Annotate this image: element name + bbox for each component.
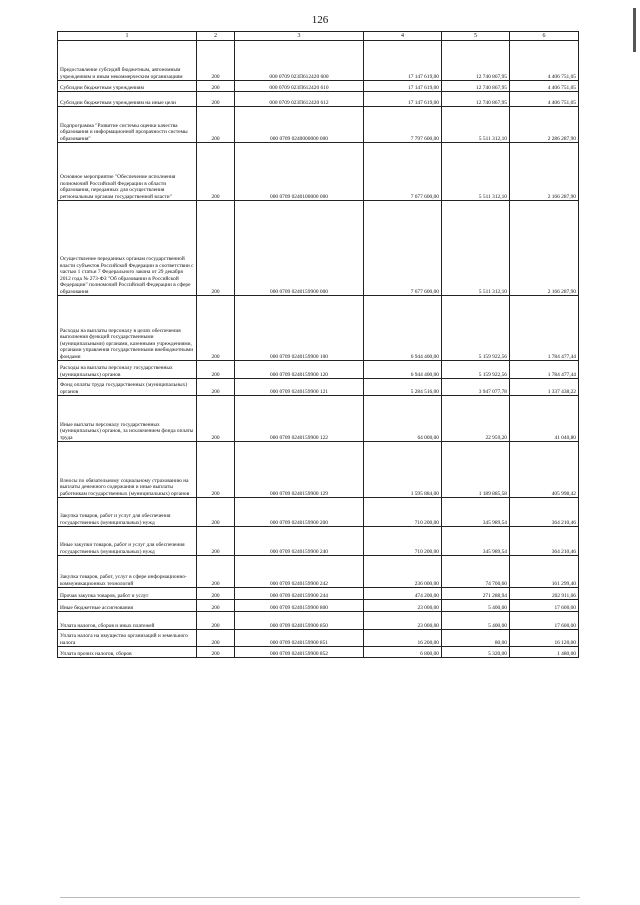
row-approved-amount: 474 200,00 [364, 588, 442, 600]
row-code: 200 [197, 361, 235, 379]
row-executed-amount: 22 959,20 [442, 396, 510, 442]
row-approved-amount: 710 200,00 [364, 527, 442, 556]
row-approved-amount: 17 147 619,00 [364, 41, 442, 81]
row-executed-amount: 5 159 922,56 [442, 296, 510, 361]
row-executed-amount: 74 700,60 [442, 556, 510, 588]
row-executed-amount: 5 400,00 [442, 612, 510, 630]
column-header: 4 [364, 32, 442, 41]
row-classification-code: 000 0709 0240159900 800 [235, 600, 364, 612]
row-executed-amount: 5 320,00 [442, 647, 510, 658]
row-executed-amount: 80,00 [442, 630, 510, 647]
row-name: Расходы на выплаты персоналу государственных (муниципальных) органов [58, 361, 197, 379]
table-row [58, 361, 579, 379]
table-row [58, 612, 579, 630]
row-executed-amount: 5 511 312,10 [442, 201, 510, 296]
row-classification-code: 000 0709 023П612420 600 [235, 41, 364, 81]
row-unexecuted-amount: 41 040,80 [510, 396, 579, 442]
row-classification-code: 000 0709 0240159900 100 [235, 296, 364, 361]
row-approved-amount: 710 200,00 [364, 498, 442, 527]
row-approved-amount: 7 677 600,00 [364, 201, 442, 296]
table-row [58, 379, 579, 396]
row-approved-amount: 5 284 516,00 [364, 379, 442, 396]
row-name: Уплата прочих налогов, сборов [58, 647, 197, 658]
row-name: Иные закупки товаров, работ и услуг для обеспечения государственных (муниципальных) нужд [58, 527, 197, 556]
table-row [58, 296, 579, 361]
row-unexecuted-amount: 1 784 477,44 [510, 361, 579, 379]
row-unexecuted-amount: 17 600,00 [510, 600, 579, 612]
row-code: 200 [197, 396, 235, 442]
table-row [58, 630, 579, 647]
table-row [58, 647, 579, 658]
row-name: Взносы по обязательному социальному страхованию на выплаты денежного содержания и иные выплаты работникам государственных (муниципальных) органов [58, 442, 197, 498]
scan-bottom-mark [60, 897, 580, 898]
row-name: Фонд оплаты труда государственных (муниципальных) органов [58, 379, 197, 396]
row-unexecuted-amount: 4 406 751,05 [510, 81, 579, 92]
row-code: 200 [197, 588, 235, 600]
row-unexecuted-amount: 161 299,40 [510, 556, 579, 588]
row-unexecuted-amount: 1 784 477,44 [510, 296, 579, 361]
row-name: Иные выплаты персоналу государственных (муниципальных) органов, за исключением фонда оплаты труда [58, 396, 197, 442]
row-approved-amount: 17 147 619,00 [364, 81, 442, 92]
row-executed-amount: 12 740 867,95 [442, 81, 510, 92]
row-classification-code: 000 0709 023П612420 612 [235, 92, 364, 107]
row-approved-amount: 7 797 600,00 [364, 107, 442, 143]
row-code: 200 [197, 498, 235, 527]
row-unexecuted-amount: 16 120,00 [510, 630, 579, 647]
row-classification-code: 000 0709 0240159900 242 [235, 556, 364, 588]
column-header: 6 [510, 32, 579, 41]
row-name: Закупка товаров, работ, услуг в сфере информационно-коммуникационных технологий [58, 556, 197, 588]
row-code: 200 [197, 612, 235, 630]
row-classification-code: 000 0709 0240159900 000 [235, 201, 364, 296]
row-code: 200 [197, 527, 235, 556]
column-number-row [58, 32, 579, 41]
row-code: 200 [197, 630, 235, 647]
row-classification-code: 000 0709 023П612420 610 [235, 81, 364, 92]
row-unexecuted-amount: 17 600,00 [510, 612, 579, 630]
table-row [58, 92, 579, 107]
row-name: Прочая закупка товаров, работ и услуг [58, 588, 197, 600]
table-row [58, 107, 579, 143]
row-name: Уплата налогов, сборов и иных платежей [58, 612, 197, 630]
table-row [58, 396, 579, 442]
row-classification-code: 000 0709 0240100000 000 [235, 143, 364, 201]
row-approved-amount: 23 000,00 [364, 612, 442, 630]
row-classification-code: 000 0709 0240159900 850 [235, 612, 364, 630]
row-name: Осуществление переданных органам государственной власти субъектов Российской Федерации в соответствии с частью 1 статьи 7 Федерального закона от 29 декабря 2012 года № 273-ФЗ "Об образовании в Российской Федерации" полномочий Российской Федерации в сфере образования [58, 201, 197, 296]
row-unexecuted-amount: 2 286 287,90 [510, 107, 579, 143]
table-row [58, 527, 579, 556]
column-header: 1 [58, 32, 197, 41]
row-executed-amount: 12 740 867,95 [442, 92, 510, 107]
row-classification-code: 000 0709 0240159900 121 [235, 379, 364, 396]
row-code: 200 [197, 107, 235, 143]
row-approved-amount: 1 595 884,00 [364, 442, 442, 498]
row-approved-amount: 6 944 400,00 [364, 361, 442, 379]
row-classification-code: 000 0709 0240159900 200 [235, 498, 364, 527]
budget-execution-table [57, 31, 579, 658]
row-executed-amount: 271 288,94 [442, 588, 510, 600]
row-executed-amount: 5 400,00 [442, 600, 510, 612]
table-row [58, 442, 579, 498]
row-name: Предоставление субсидий бюджетным, автономным учреждениям и иным некоммерческим организациям [58, 41, 197, 81]
table-row [58, 498, 579, 527]
row-classification-code: 000 0709 0240159900 851 [235, 630, 364, 647]
row-approved-amount: 6 944 400,00 [364, 296, 442, 361]
row-name: Основное мероприятие "Обеспечение исполнения полномочий Российской Федерации в области образования, переданных для осуществления региональным органам государственной власти" [58, 143, 197, 201]
row-unexecuted-amount: 202 911,06 [510, 588, 579, 600]
row-approved-amount: 64 000,00 [364, 396, 442, 442]
row-classification-code: 000 0709 0240159900 122 [235, 396, 364, 442]
column-header: 2 [197, 32, 235, 41]
row-name: Закупка товаров, работ и услуг для обеспечения государственных (муниципальных) нужд [58, 498, 197, 527]
row-code: 200 [197, 379, 235, 396]
row-code: 200 [197, 201, 235, 296]
row-classification-code: 000 0709 0240000000 000 [235, 107, 364, 143]
row-classification-code: 000 0709 0240159900 240 [235, 527, 364, 556]
row-executed-amount: 5 511 312,10 [442, 107, 510, 143]
row-approved-amount: 17 147 619,00 [364, 92, 442, 107]
page-number: 126 [311, 14, 329, 26]
column-header: 5 [442, 32, 510, 41]
row-name: Уплата налога на имущество организаций и земельного налога [58, 630, 197, 647]
row-name: Подпрограмма "Развитие системы оценки качества образования и информационной прозрачности системы образования" [58, 107, 197, 143]
row-approved-amount: 7 677 600,00 [364, 143, 442, 201]
row-code: 200 [197, 296, 235, 361]
row-unexecuted-amount: 4 406 751,05 [510, 41, 579, 81]
row-code: 200 [197, 143, 235, 201]
row-executed-amount: 5 159 922,56 [442, 361, 510, 379]
row-executed-amount: 345 989,54 [442, 527, 510, 556]
row-executed-amount: 5 511 312,10 [442, 143, 510, 201]
row-code: 200 [197, 600, 235, 612]
table-row [58, 588, 579, 600]
row-unexecuted-amount: 4 406 751,05 [510, 92, 579, 107]
table-row [58, 81, 579, 92]
row-classification-code: 000 0709 0240159900 852 [235, 647, 364, 658]
row-unexecuted-amount: 405 998,42 [510, 442, 579, 498]
row-classification-code: 000 0709 0240159900 129 [235, 442, 364, 498]
row-code: 200 [197, 92, 235, 107]
row-executed-amount: 345 989,54 [442, 498, 510, 527]
row-name: Субсидии бюджетным учреждениям на иные цели [58, 92, 197, 107]
row-executed-amount: 12 740 867,95 [442, 41, 510, 81]
row-classification-code: 000 0709 0240159900 244 [235, 588, 364, 600]
row-unexecuted-amount: 1 337 438,22 [510, 379, 579, 396]
row-code: 200 [197, 41, 235, 81]
row-unexecuted-amount: 1 480,00 [510, 647, 579, 658]
row-unexecuted-amount: 2 166 287,90 [510, 143, 579, 201]
row-classification-code: 000 0709 0240159900 120 [235, 361, 364, 379]
row-code: 200 [197, 556, 235, 588]
row-name: Расходы на выплаты персоналу в целях обеспечения выполнения функций государственными (муниципальными) органами, казенными учреждениями, органами управления государственными внебюджетными фондами [58, 296, 197, 361]
row-name: Иные бюджетные ассигнования [58, 600, 197, 612]
table-row [58, 556, 579, 588]
row-executed-amount: 1 189 885,58 [442, 442, 510, 498]
row-executed-amount: 3 947 077,78 [442, 379, 510, 396]
column-header: 3 [235, 32, 364, 41]
table-row [58, 143, 579, 201]
row-unexecuted-amount: 364 210,46 [510, 527, 579, 556]
scan-edge-mark [633, 8, 636, 52]
row-code: 200 [197, 81, 235, 92]
table-row [58, 201, 579, 296]
row-name: Субсидии бюджетным учреждениям [58, 81, 197, 92]
row-approved-amount: 23 000,00 [364, 600, 442, 612]
table-row [58, 600, 579, 612]
row-approved-amount: 16 200,00 [364, 630, 442, 647]
row-approved-amount: 6 800,00 [364, 647, 442, 658]
row-code: 200 [197, 647, 235, 658]
row-code: 200 [197, 442, 235, 498]
row-unexecuted-amount: 364 210,46 [510, 498, 579, 527]
row-unexecuted-amount: 2 166 287,90 [510, 201, 579, 296]
table-row [58, 41, 579, 81]
row-approved-amount: 236 000,00 [364, 556, 442, 588]
